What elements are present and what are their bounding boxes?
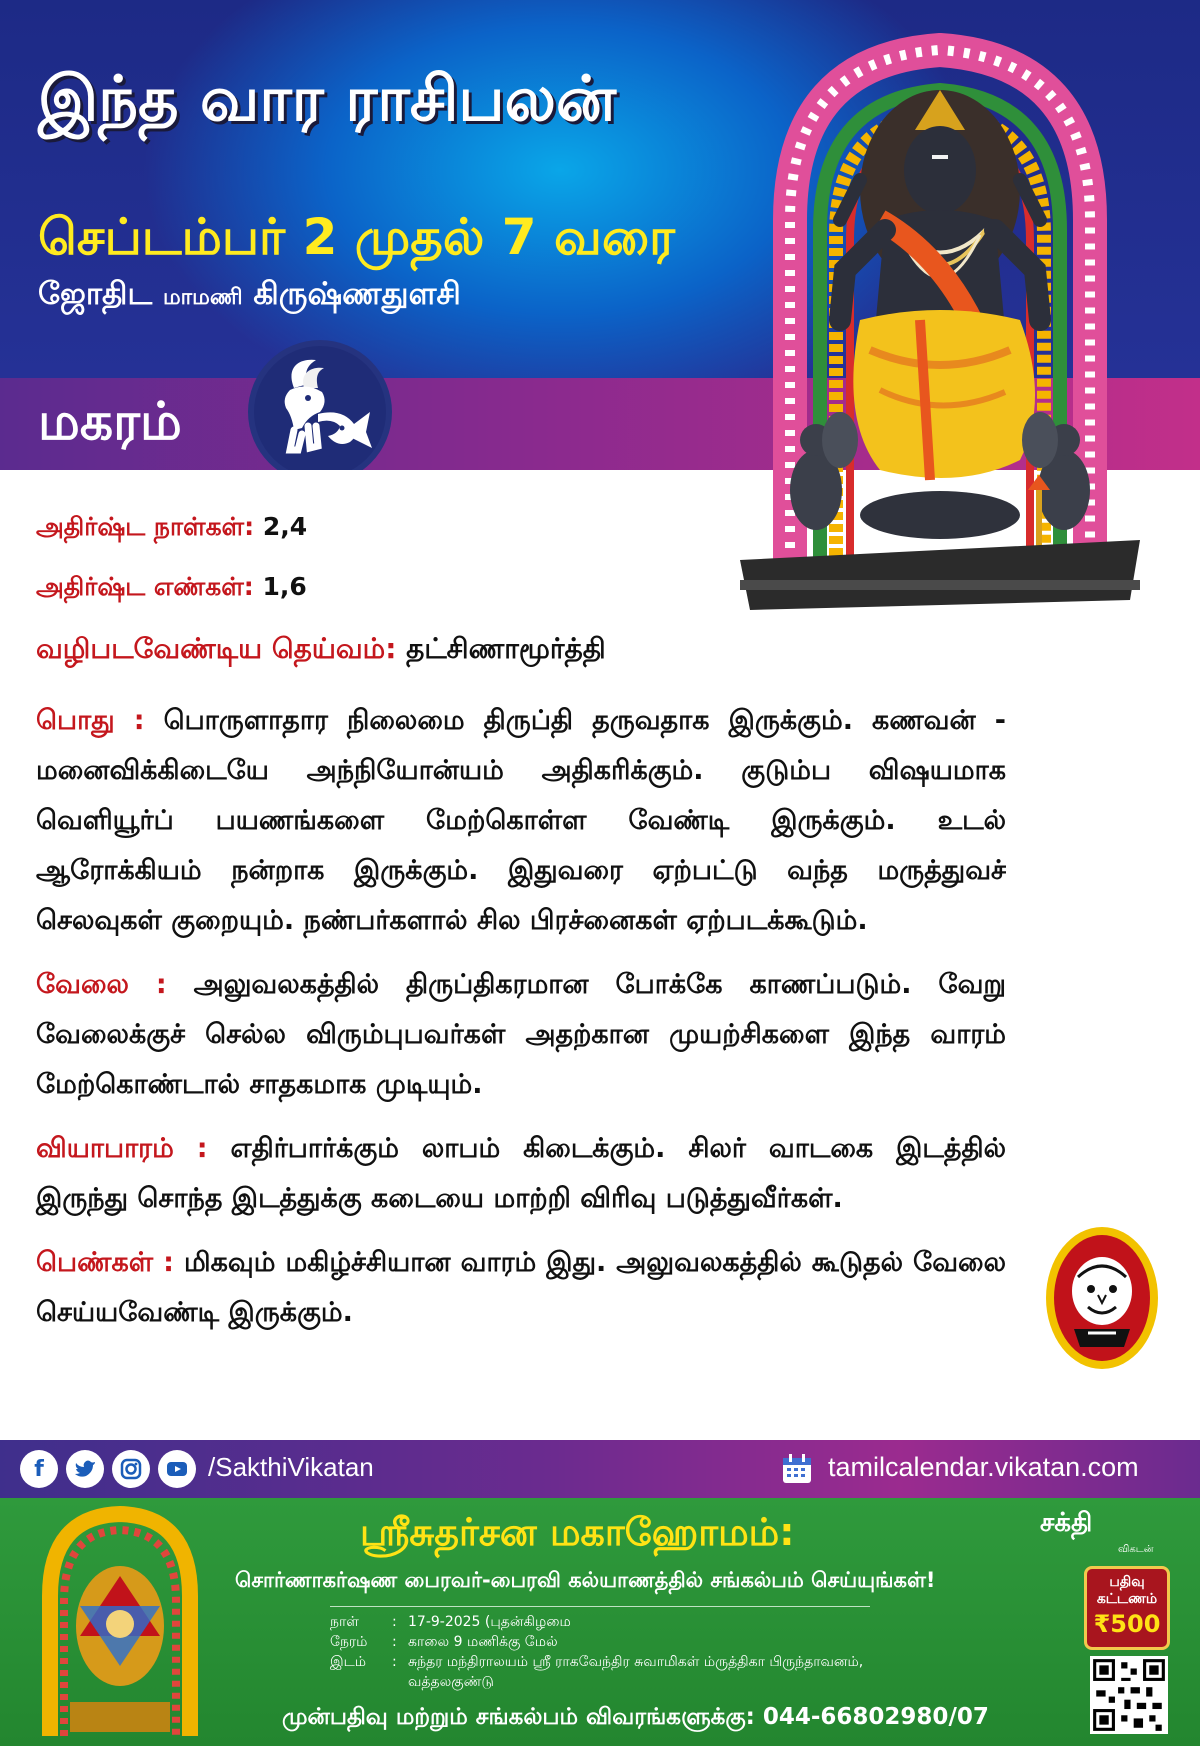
sudarshana-deity-image <box>30 1506 210 1742</box>
worship-deity-value: தட்சிணாமூர்த்தி <box>406 632 606 665</box>
event-date-row <box>330 1612 878 1632</box>
worship-deity-row <box>36 632 1006 669</box>
horoscope-details <box>36 512 1006 1352</box>
event-time-row <box>330 1632 878 1652</box>
general-section <box>36 696 1006 946</box>
instagram-icon[interactable] <box>112 1450 150 1488</box>
event-date-value: 17-9-2025 (புதன்கிழமை <box>408 1614 571 1630</box>
women-text: மிகவும் மகிழ்ச்சியான வாரம் இது. அலுவலகத்தில் கூடுதல் வேலை செய்யவேண்டி இருக்கும். <box>36 1247 1007 1328</box>
event-subtitle: சொர்ணாகர்ஷண பைரவர்-பைரவி கல்யாணத்தில் சங்கல்பம் செய்யுங்கள்! <box>235 1568 936 1592</box>
lucky-numbers-value: 1,6 <box>262 572 307 601</box>
brand-sub: விகடன் <box>1118 1544 1154 1555</box>
vikatan-mascot-logo <box>1044 1225 1160 1371</box>
twitter-icon[interactable] <box>66 1450 104 1488</box>
astrologer-prefix: ஜோதிட <box>38 276 153 312</box>
event-separator: : <box>392 1634 397 1650</box>
event-place-value: சுந்தர மந்திராலயம் ஸ்ரீ ராகவேந்திர சுவாமிகள் ம்ருத்திகா பிருந்தாவனம், வத்தலகுண்டு <box>408 1654 864 1690</box>
astrologer-honorific: மாமணி <box>162 285 243 310</box>
calendar-icon <box>780 1452 814 1486</box>
social-bar <box>0 1440 1200 1498</box>
event-date-label: நாள் <box>330 1614 359 1630</box>
social-handle[interactable]: /SakthiVikatan <box>208 1452 374 1482</box>
event-info <box>330 1612 878 1692</box>
business-text: எதிர்பார்க்கும் லாபம் கிடைக்கும். சிலர் வாடகை இடத்தில் இருந்து சொந்த இடத்துக்கு கடையை மாற்றி விரிவு படுத்துவீர்கள். <box>36 1133 1006 1214</box>
qr-code-icon[interactable] <box>1090 1656 1168 1734</box>
event-title: ஸ்ரீசுதர்சன மகாஹோமம்: <box>360 1510 795 1554</box>
lucky-days-row <box>36 512 1006 545</box>
date-range: செப்டம்பர் 2 முதல் 7 வரை <box>38 208 675 266</box>
registration-fee-badge <box>1084 1566 1170 1650</box>
capricorn-icon <box>246 338 394 470</box>
page-title: இந்த வார ராசிபலன் <box>38 62 617 135</box>
event-contact: முன்பதிவு மற்றும் சங்கல்பம் விவரங்களுக்கு: 044-66802980/07 <box>282 1704 989 1730</box>
lucky-numbers-row <box>36 572 1006 605</box>
facebook-icon[interactable]: f <box>20 1450 58 1488</box>
website-link[interactable]: tamilcalendar.vikatan.com <box>828 1452 1139 1482</box>
brand-name: சக்தி <box>1040 1508 1093 1538</box>
general-label: பொது : <box>36 705 145 736</box>
women-section <box>36 1238 1006 1338</box>
astrologer-name: கிருஷ்ணதுளசி <box>253 276 461 312</box>
event-separator: : <box>392 1654 397 1670</box>
event-separator: : <box>392 1614 397 1630</box>
event-place-label: இடம் <box>330 1654 367 1670</box>
lucky-numbers-label: அதிர்ஷ்ட எண்கள்: <box>36 572 254 601</box>
lucky-days-value: 2,4 <box>262 512 308 541</box>
event-banner <box>0 1498 1200 1746</box>
zodiac-sign-name: மகரம் <box>38 392 182 452</box>
sakthi-vikatan-logo <box>1040 1508 1092 1541</box>
work-label: வேலை : <box>36 969 167 1000</box>
event-time-label: நேரம் <box>330 1634 368 1650</box>
fee-label: பதிவு கட்டணம் <box>1096 1574 1158 1607</box>
event-divider <box>330 1606 870 1607</box>
work-text: அலுவலகத்தில் திருப்திகரமான போக்கே காணப்படும். வேறு வேலைக்குச் செல்ல விரும்புபவர்கள் அதற்கான முயற்சிகளை இந்த வாரம் மேற்கொண்டால் சாதகமாக முடியும். <box>36 969 1006 1100</box>
event-place-row <box>330 1652 878 1692</box>
lucky-days-label: அதிர்ஷ்ட நாள்கள்: <box>36 512 255 541</box>
fee-amount: ₹500 <box>1093 1610 1161 1638</box>
general-text: பொருளாதார நிலைமை திருப்தி தருவதாக இருக்கும். கணவன் - மனைவிக்கிடையே அந்நியோன்யம் அதிகரிக்கும். குடும்ப விஷயமாக வெளியூர்ப் பயணங்களை மேற்கொள்ள வேண்டி இருக்கும். உடல் ஆரோக்கியம் நன்றாக இருக்கும். இதுவரை ஏற்பட்டு வந்த மருத்துவச் செலவுகள் குறையும். நண்பர்களால் சில பிரச்னைகள் ஏற்படக்கூடும். <box>36 705 1006 936</box>
work-section <box>36 960 1006 1110</box>
business-label: வியாபாரம் : <box>36 1133 208 1164</box>
women-label: பெண்கள் : <box>36 1247 174 1278</box>
astrologer-credit <box>38 276 461 316</box>
event-time-value: காலை 9 மணிக்கு மேல் <box>408 1634 558 1650</box>
youtube-icon[interactable] <box>158 1450 196 1488</box>
worship-deity-label: வழிபடவேண்டிய தெய்வம்: <box>36 632 397 665</box>
business-section <box>36 1124 1006 1224</box>
